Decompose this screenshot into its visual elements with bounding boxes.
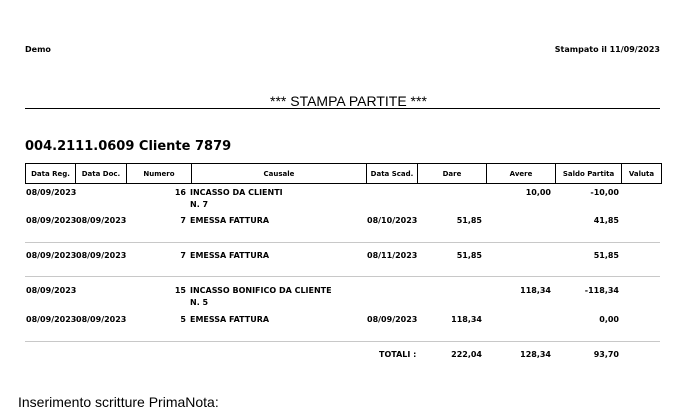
row-causale: INCASSO DA CLIENTI — [190, 188, 283, 197]
col-saldo: Saldo Partita — [556, 164, 622, 184]
row-dare: 118,34 — [451, 315, 482, 324]
col-causale: Causale — [192, 164, 367, 184]
row-separator — [25, 341, 660, 342]
totals-label: TOTALI : — [379, 350, 417, 359]
row-data-scad: 08/11/2023 — [367, 251, 418, 260]
company-name: Demo — [25, 45, 51, 54]
row-numero: 16 — [174, 188, 186, 197]
col-avere: Avere — [487, 164, 556, 184]
row-data-scad: 08/09/2023 — [367, 315, 418, 324]
row-data-doc: 08/09/2023 — [76, 216, 127, 225]
print-date: Stampato il 11/09/2023 — [554, 45, 660, 54]
row-causale: INCASSO BONIFICO DA CLIENTE — [190, 286, 332, 295]
row-data-scad: 08/10/2023 — [367, 216, 418, 225]
row-data-reg: 08/09/2023 — [26, 188, 77, 197]
row-saldo: -118,34 — [584, 286, 619, 295]
col-data-scad: Data Scad. — [367, 164, 418, 184]
row-separator — [25, 276, 660, 277]
totals-dare: 222,04 — [451, 350, 482, 359]
column-header-table — [25, 163, 662, 184]
row-saldo: 41,85 — [593, 216, 619, 225]
col-numero: Numero — [127, 164, 192, 184]
row-separator — [25, 242, 660, 243]
report-title: *** STAMPA PARTITE *** — [270, 93, 427, 109]
totals-saldo: 93,70 — [593, 350, 619, 359]
col-data-doc: Data Doc. — [76, 164, 127, 184]
row-causale: EMESSA FATTURA — [190, 251, 270, 260]
row-numero: 15 — [174, 286, 186, 295]
totals-avere: 128,34 — [520, 350, 551, 359]
row-causale-detail: N. 7 — [190, 200, 209, 209]
row-dare: 51,85 — [456, 251, 482, 260]
row-numero: 5 — [180, 315, 186, 324]
row-data-reg: 08/09/2023 — [26, 216, 77, 225]
row-saldo: 51,85 — [593, 251, 619, 260]
col-dare: Dare — [418, 164, 487, 184]
row-dare: 51,85 — [456, 216, 482, 225]
account-heading: 004.2111.0609 Cliente 7879 — [25, 139, 232, 154]
col-valuta: Valuta — [622, 164, 662, 184]
row-causale: EMESSA FATTURA — [190, 216, 270, 225]
title-rule — [25, 108, 660, 109]
row-numero: 7 — [180, 251, 186, 260]
row-saldo: 0,00 — [599, 315, 619, 324]
footer-note: Inserimento scritture PrimaNota: — [18, 394, 219, 410]
row-avere: 10,00 — [525, 188, 551, 197]
row-data-reg: 08/09/2023 — [26, 251, 77, 260]
row-saldo: -10,00 — [590, 188, 619, 197]
row-data-doc: 08/09/2023 — [76, 251, 127, 260]
row-data-reg: 08/09/2023 — [26, 315, 77, 324]
row-causale: EMESSA FATTURA — [190, 315, 270, 324]
row-data-doc: 08/09/2023 — [76, 315, 127, 324]
col-data-reg: Data Reg. — [26, 164, 76, 184]
row-numero: 7 — [180, 216, 186, 225]
row-avere: 118,34 — [520, 286, 551, 295]
row-data-reg: 08/09/2023 — [26, 286, 77, 295]
row-causale-detail: N. 5 — [190, 298, 209, 307]
